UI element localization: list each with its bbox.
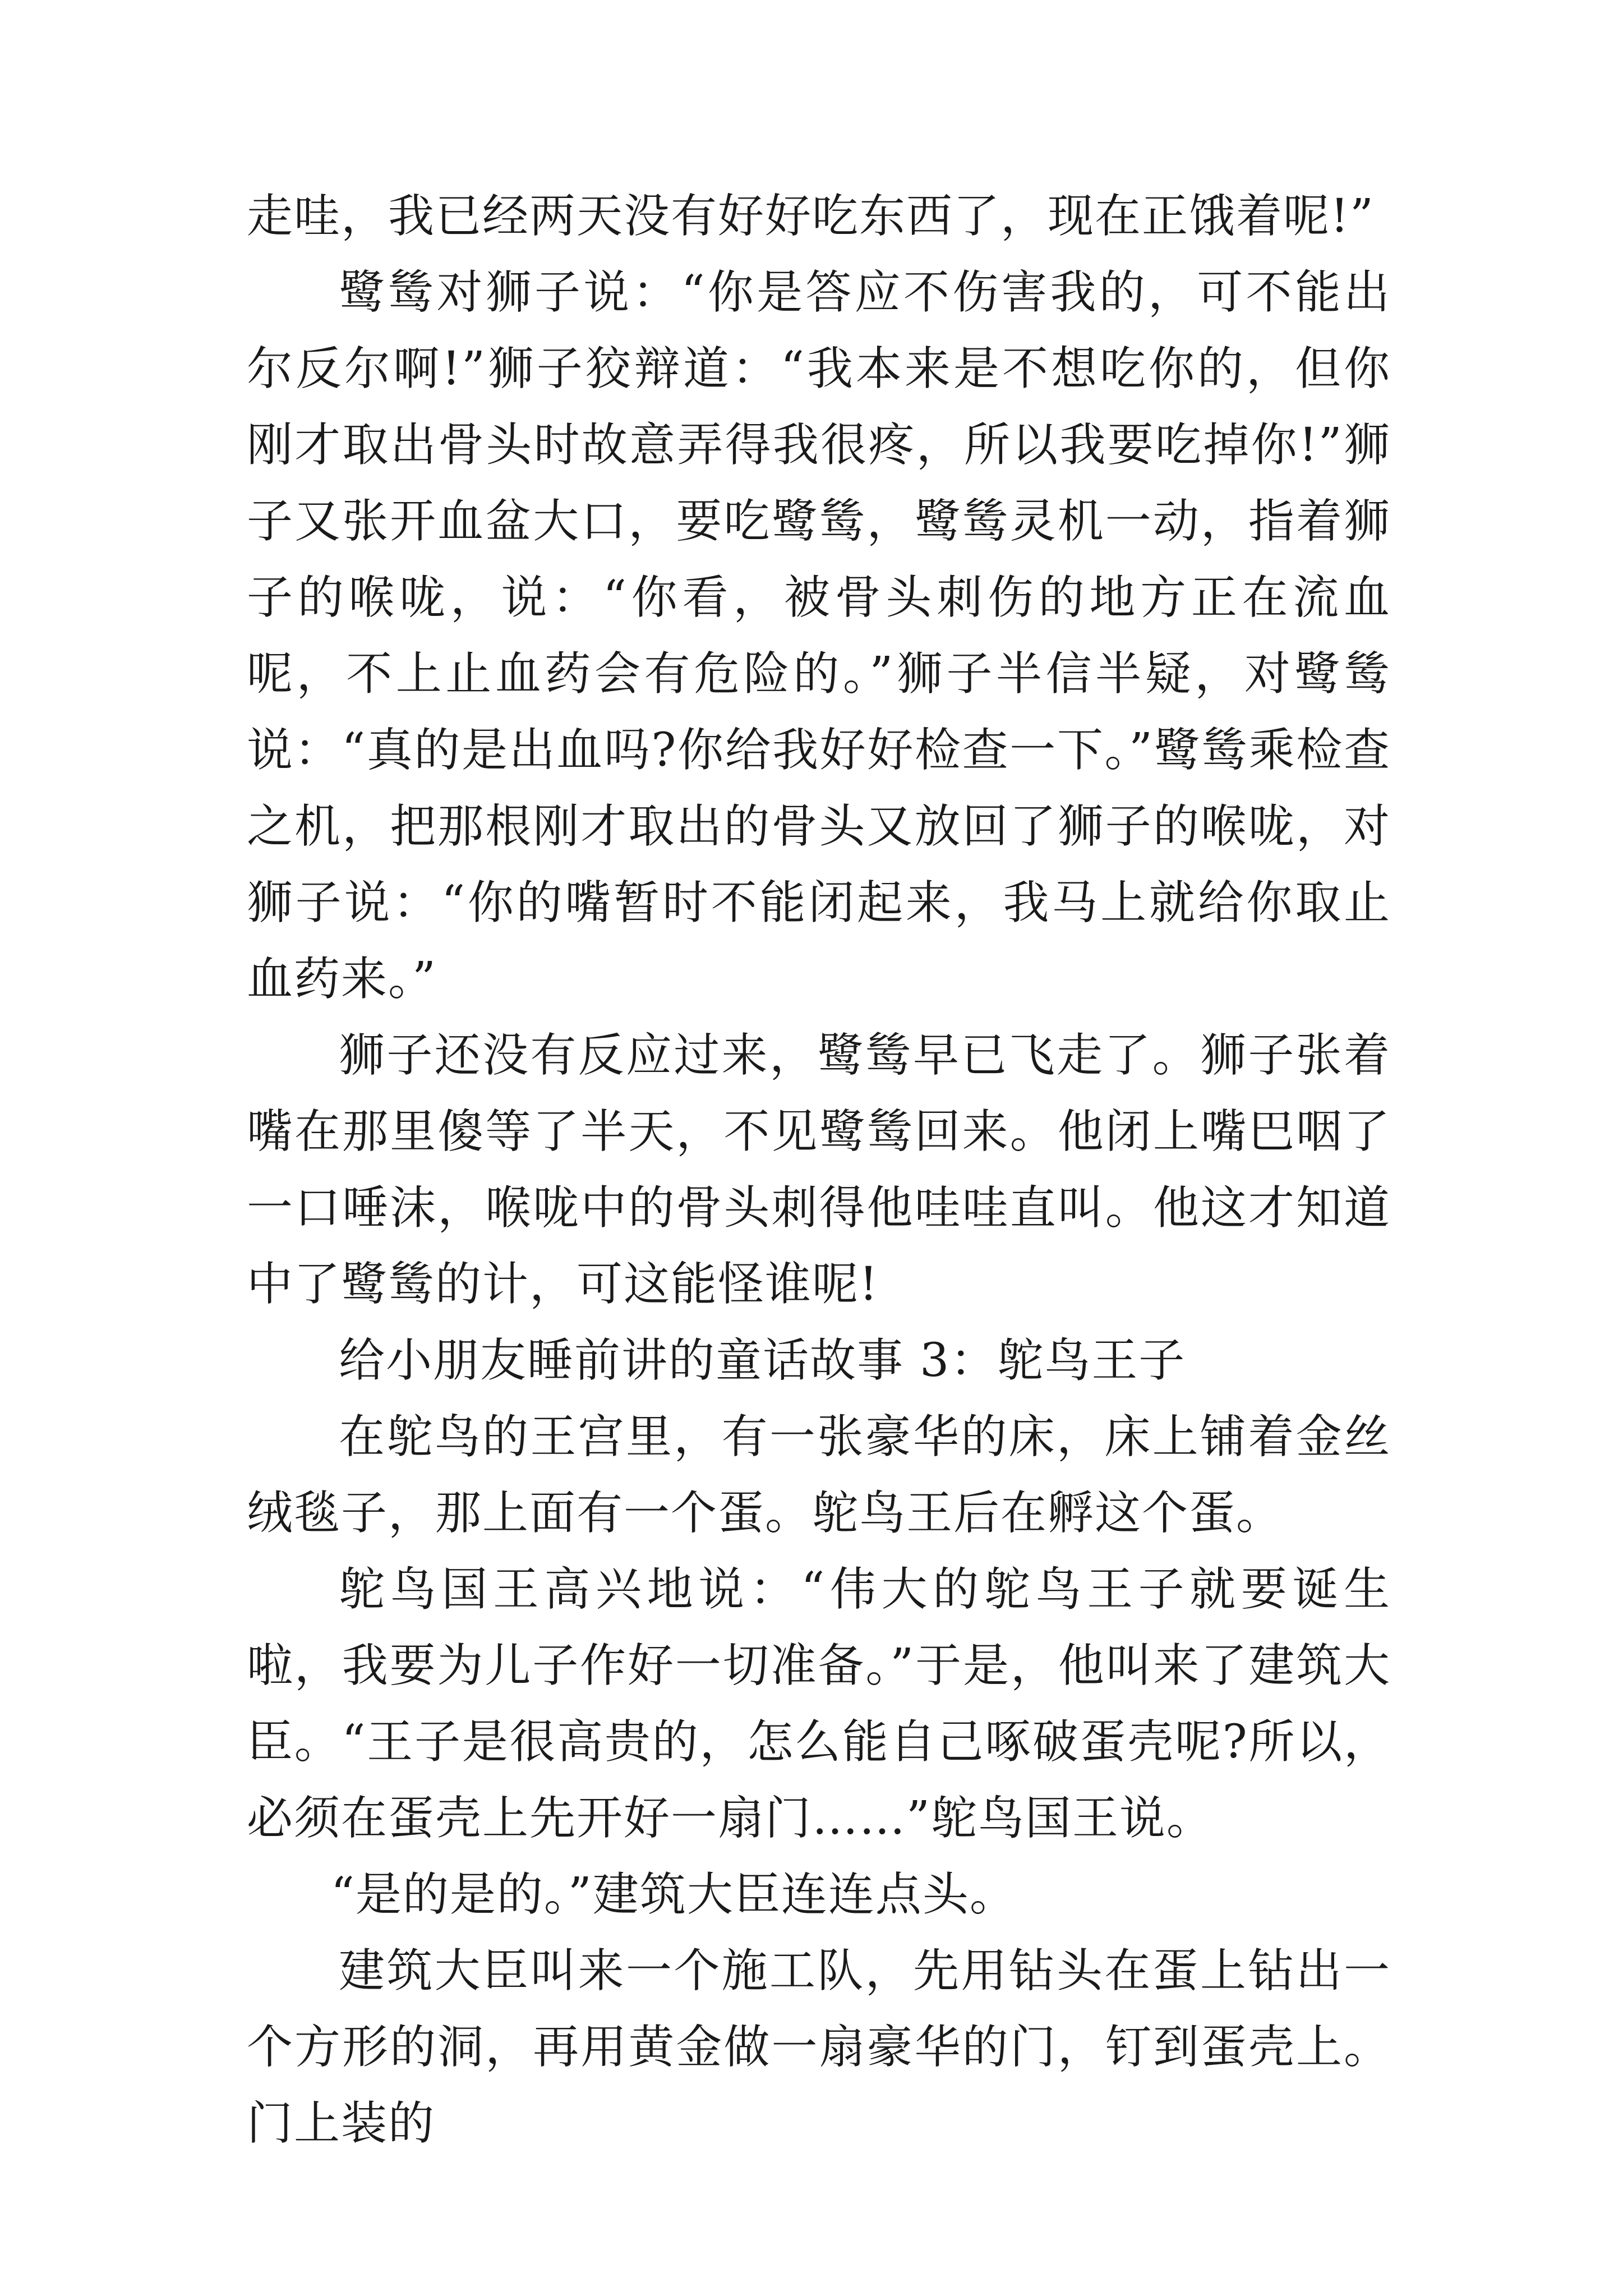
paragraph: 鸵鸟国王高兴地说：“伟大的鸵鸟王子就要诞生啦，我要为儿子作好一切准备。”于是，他叫来了建筑大臣。“王子是很高贵的，怎么能自己啄破蛋壳呢?所以，必须在蛋壳上先开好一扇门……”鸵鸟国王说。 — [247, 1563, 1391, 1845]
document-body — [247, 178, 1391, 2162]
paragraph: 建筑大臣叫来一个施工队，先用钻头在蛋上钻出一个方形的洞，再用黄金做一扇豪华的门，钉到蛋壳上。门上装的 — [247, 1944, 1391, 2150]
paragraph: 在鸵鸟的王宫里，有一张豪华的床，床上铺着金丝绒毯子，那上面有一个蛋。鸵鸟王后在孵这个蛋。 — [247, 1410, 1391, 1540]
paragraph: 鹭鸶对狮子说：“你是答应不伤害我的，可不能出尔反尔啊!”狮子狡辩道：“我本来是不想吃你的，但你刚才取出骨头时故意弄得我很疼，所以我要吃掉你!”狮子又张开血盆大口，要吃鹭鸶，鹭鸶灵机一动，指着狮子的喉咙，说：“你看，被骨头刺伤的地方正在流血呢，不上止血药会有危险的。”狮子半信半疑，对鹭鸶说：“真的是出血吗?你给我好好检查一下。”鹭鸶乘检查之机，把那根刚才取出的骨头又放回了狮子的喉咙，对狮子说：“你的嘴暂时不能闭起来，我马上就给你取止血药来。” — [247, 266, 1391, 1006]
paragraph: “是的是的。”建筑大臣连连点头。 — [331, 1868, 1017, 1921]
paragraph-continuation: 走哇，我已经两天没有好好吃东西了，现在正饿着呢!” — [247, 190, 1375, 243]
paragraph: 狮子还没有反应过来，鹭鸶早已飞走了。狮子张着嘴在那里傻等了半天，不见鹭鸶回来。他闭上嘴巴咽了一口唾沫，喉咙中的骨头刺得他哇哇直叫。他这才知道中了鹭鸶的计，可这能怪谁呢! — [247, 1029, 1391, 1311]
story-heading: 给小朋友睡前讲的童话故事 3：鸵鸟王子 — [339, 1334, 1186, 1387]
